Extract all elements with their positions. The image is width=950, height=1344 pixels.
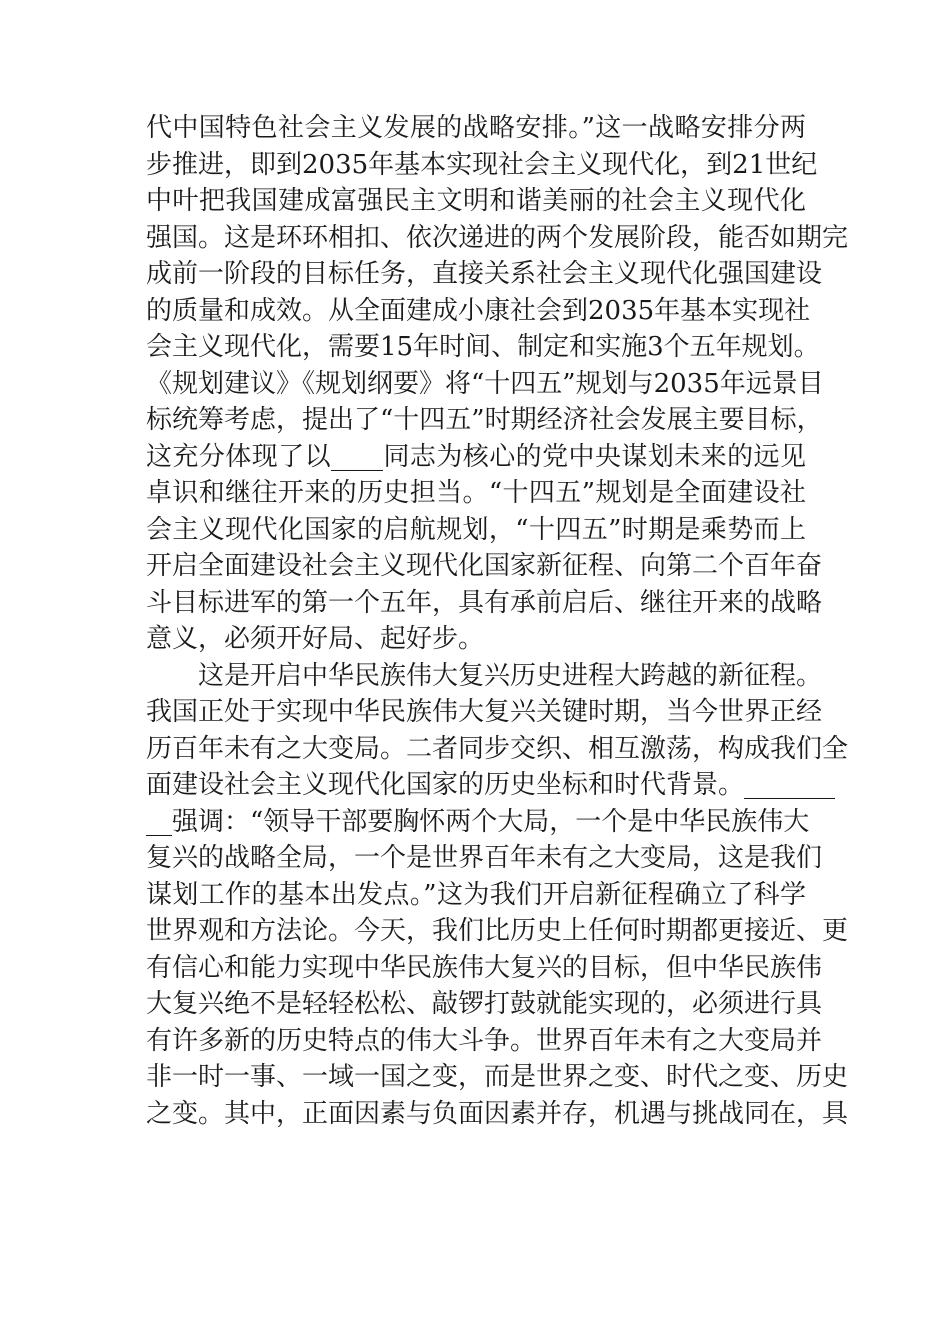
text-line: 步推进，即到2035年基本实现社会主义现代化，到21世纪 [146, 149, 818, 180]
text-line: 卓识和继往开来的历史担当。“十四五”规划是全面建设社 [146, 478, 806, 508]
paragraph-2 [146, 658, 849, 1133]
text-line: 有许多新的历史特点的伟大斗争。世界百年未有之大变局并 [146, 1025, 823, 1056]
text-line: 这是开启中华民族伟大复兴历史进程大跨越的新征程。 [146, 660, 823, 691]
text-line: 会主义现代化国家的启航规划，“十四五”时期是乘势而上 [146, 514, 806, 545]
text-line: 代中国特色社会主义发展的战略安排。”这一战略安排分两 [146, 113, 806, 143]
text-line: 开启全面建设社会主义现代化国家新征程、向第二个百年奋 [146, 551, 823, 581]
text-line: 中叶把我国建成富强民主文明和谐美丽的社会主义现代化 [146, 186, 806, 216]
text-line: 会主义现代化，需要15年时间、制定和实施3个五年规划。 [146, 332, 820, 362]
text-line: __强调：“领导干部要胸怀两个大局，一个是中华民族伟大 [146, 806, 810, 837]
paragraph-1 [146, 110, 849, 658]
text-line: 有信心和能力实现中华民族伟大复兴的目标，但中华民族伟 [146, 952, 823, 983]
text-line: 我国正处于实现中华民族伟大复兴关键时期，当今世界正经 [146, 697, 823, 727]
text-line: 意义，必须开好局、起好步。 [146, 624, 485, 654]
text-line: 标统筹考虑，提出了“十四五”时期经济社会发展主要目标， [146, 405, 823, 435]
text-line: 成前一阶段的目标任务，直接关系社会主义现代化强国建设 [146, 259, 823, 289]
document-body [146, 110, 849, 1132]
text-line: 的质量和成效。从全面建成小康社会到2035年基本实现社 [146, 295, 811, 326]
text-line: 复兴的战略全局，一个是世界百年未有之大变局，这是我们 [146, 843, 823, 873]
text-line: 历百年未有之大变局。二者同步交织、相互激荡，构成我们全 [146, 733, 849, 764]
text-line: 面建设社会主义现代化国家的历史坐标和时代背景。_______ [146, 770, 836, 800]
text-line: 这充分体现了以____同志为核心的党中央谋划未来的远见 [146, 441, 806, 472]
text-line: 谋划工作的基本出发点。”这为我们开启新征程确立了科学 [146, 879, 806, 910]
text-line: 之变。其中，正面因素与负面因素并存，机遇与挑战同在，具 [146, 1098, 849, 1129]
text-line: 斗目标进军的第一个五年，具有承前启后、继往开来的战略 [146, 587, 823, 618]
text-line: 《规划建议》《规划纲要》将“十四五”规划与2035年远景目 [146, 368, 824, 399]
text-line: 强国。这是环环相扣、依次递进的两个发展阶段，能否如期完 [146, 222, 849, 253]
text-line: 大复兴绝不是轻轻松松、敲锣打鼓就能实现的，必须进行具 [146, 989, 823, 1019]
text-line: 非一时一事、一域一国之变，而是世界之变、时代之变、历史 [146, 1062, 849, 1092]
text-line: 世界观和方法论。今天，我们比历史上任何时期都更接近、更 [146, 916, 849, 946]
